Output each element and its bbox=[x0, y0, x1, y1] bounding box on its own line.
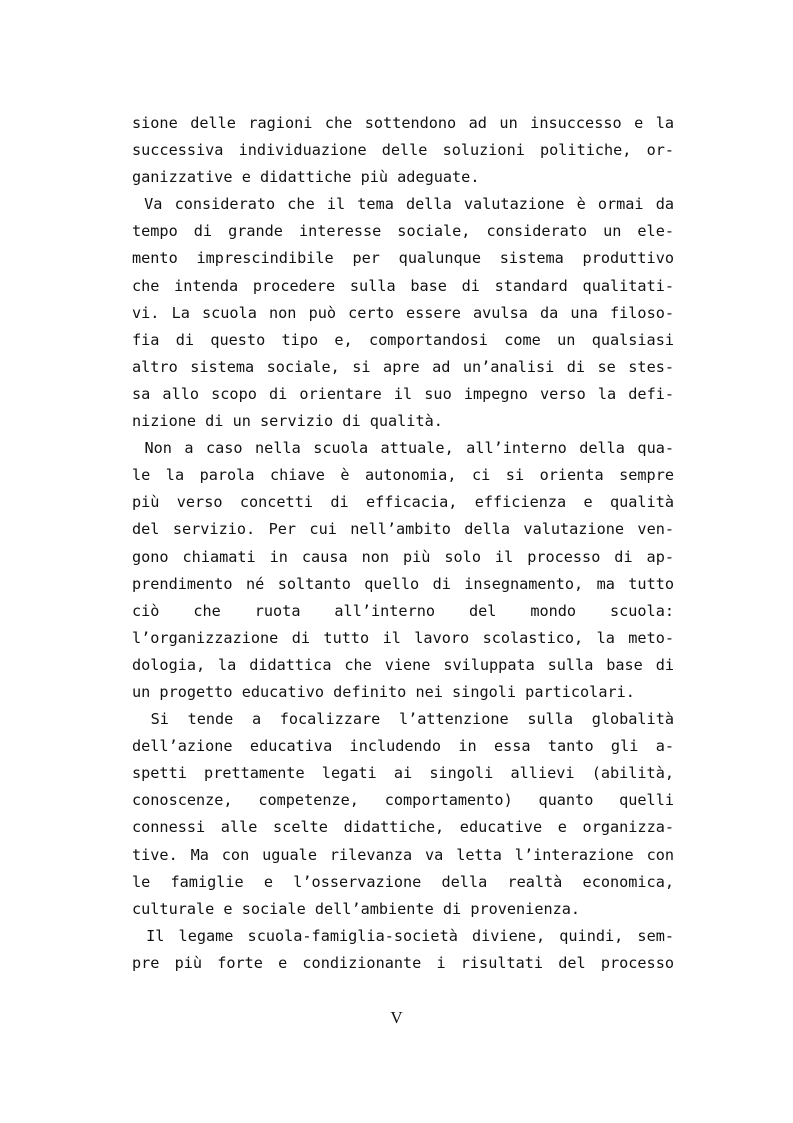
text-line: Si tende a focalizzare l’attenzione sulla globalità bbox=[132, 710, 674, 729]
text-line: sione delle ragioni che sottendono ad un insuccesso e la bbox=[132, 114, 674, 132]
page-number: V bbox=[390, 1008, 403, 1027]
text-line: tempo di grande interesse sociale, considerato un ele- bbox=[132, 222, 674, 241]
text-line: fia di questo tipo e, comportandosi come un qualsiasi bbox=[132, 330, 674, 349]
text-line: ciò che ruota all’interno del mondo scuola: bbox=[132, 601, 674, 620]
text-line: un progetto educativo definito nei singoli particolari. bbox=[132, 682, 635, 701]
text-line: spetti prettamente legati ai singoli allievi (abilità, bbox=[132, 764, 674, 783]
text-line: del servizio. Per cui nell’ambito della valutazione ven- bbox=[132, 520, 674, 539]
text-line: sa allo scopo di orientare il suo impegno verso la defi- bbox=[132, 384, 674, 403]
text-line: più verso concetti di efficacia, efficienza e qualità bbox=[132, 493, 674, 512]
text-line: Il legame scuola-famiglia-società diviene, quindi, sem- bbox=[132, 926, 674, 945]
text-line: successiva individuazione delle soluzioni politiche, or- bbox=[132, 141, 674, 160]
text-line: nizione di un servizio di qualità. bbox=[132, 412, 443, 431]
text-line: mento imprescindibile per qualunque sistema produttivo bbox=[132, 249, 674, 268]
text-line: dologia, la didattica che viene sviluppata sulla base di bbox=[132, 655, 674, 674]
text-line: culturale e sociale dell’ambiente di provenienza. bbox=[132, 899, 581, 918]
text-line: dell’azione educativa includendo in essa tanto gli a- bbox=[132, 737, 674, 756]
text-line: l’organizzazione di tutto il lavoro scolastico, la meto- bbox=[132, 628, 674, 647]
text-line: vi. La scuola non può certo essere avulsa da una filoso- bbox=[132, 303, 674, 322]
text-line: tive. Ma con uguale rilevanza va letta l’interazione con bbox=[132, 845, 674, 864]
text-line: che intenda procedere sulla base di standard qualitati- bbox=[132, 276, 674, 295]
text-line: ganizzative e didattiche più adeguate. bbox=[132, 168, 480, 187]
text-line: Va considerato che il tema della valutazione è ormai da bbox=[132, 195, 674, 214]
text-line: prendimento né soltanto quello di insegnamento, ma tutto bbox=[132, 574, 674, 593]
text-line: pre più forte e condizionante i risultati del processo bbox=[132, 953, 674, 972]
text-line: gono chiamati in causa non più solo il processo di ap- bbox=[132, 547, 674, 566]
text-line: connessi alle scelte didattiche, educative e organizza- bbox=[132, 818, 674, 837]
text-line: Non a caso nella scuola attuale, all’interno della qua- bbox=[132, 439, 674, 458]
body-text bbox=[132, 110, 674, 977]
text-line: le la parola chiave è autonomia, ci si orienta sempre bbox=[132, 466, 674, 485]
text-line: altro sistema sociale, si apre ad un’analisi di se stes- bbox=[132, 357, 674, 376]
text-line: conoscenze, competenze, comportamento) quanto quelli bbox=[132, 791, 674, 810]
text-line: le famiglie e l’osservazione della realtà economica, bbox=[132, 872, 674, 891]
